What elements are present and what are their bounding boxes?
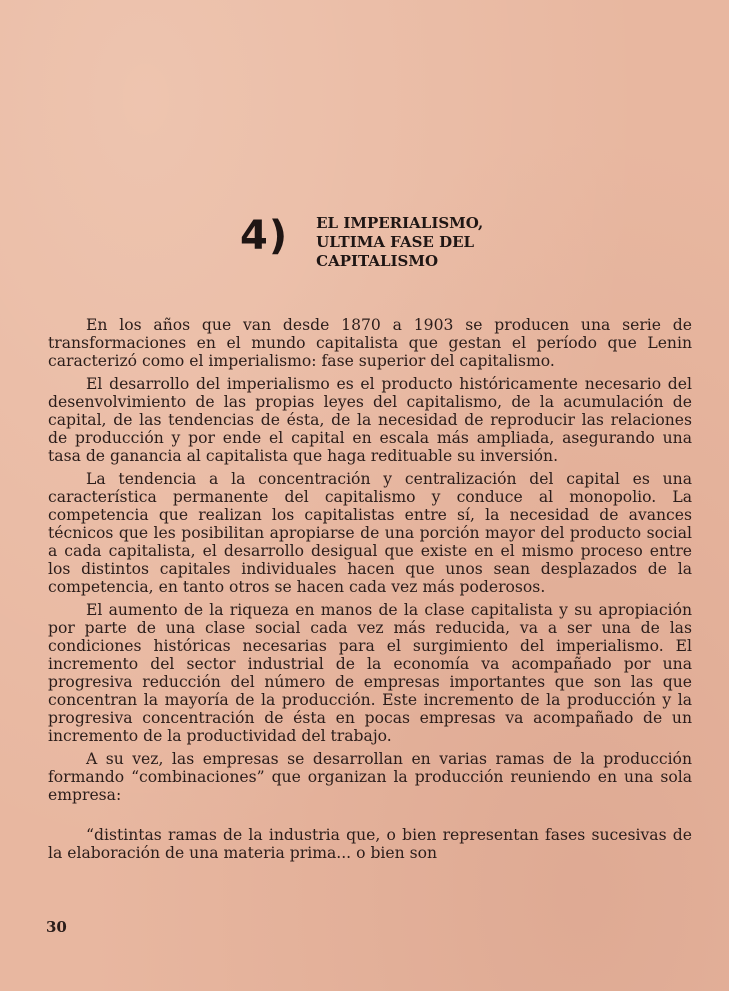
paragraph: El aumento de la riqueza en manos de la clase capitalista y su apropiación por parte de una clase social cada vez más reducida, va a ser una de las condiciones históricas necesarias para el surgimiento del imperialismo. El incremento del sector industrial de la economía va acompañado por una progresiva reducción del número de empresas importantes que son las que concentran la mayoría de la producción. Este incremento de la producción y la progresiva concentración de ésta en pocas empresas va acompañado de un incremento de la productividad del trabajo. xyxy=(48,601,692,745)
chapter-number: 4) xyxy=(240,213,289,259)
chapter-title-line: EL IMPERIALISMO, xyxy=(316,214,484,232)
body-text xyxy=(48,316,692,867)
quote-paragraph: “distintas ramas de la industria que, o bien representan fases sucesivas de la elaboración de una materia prima... o bien son xyxy=(48,826,692,862)
chapter-title xyxy=(316,214,483,271)
chapter-heading xyxy=(240,212,483,271)
paragraph: En los años que van desde 1870 a 1903 se producen una serie de transformaciones en el mundo capitalista que gestan el período que Lenin caracterizó como el imperialismo: fase superior del capitalismo. xyxy=(48,316,692,370)
paragraph: La tendencia a la concentración y centralización del capital es una característica permanente del capitalismo y conduce al monopolio. La competencia que realizan los capitalistas entre sí, la necesidad de avances técnicos que les posibilitan apropiarse de una porción mayor del producto social a cada capitalista, el desarrollo desigual que existe en el mismo proceso entre los distintos capitales individuales hacen que unos sean desplazados de la competencia, en tanto otros se hacen cada vez más poderosos. xyxy=(48,470,692,596)
paragraph: El desarrollo del imperialismo es el producto históricamente necesario del desenvolvimiento de las propias leyes del capitalismo, de la acumulación de capital, de las tendencias de ésta, de la necesidad de reproducir las relaciones de producción y por ende el capital en escala más ampliada, asegurando una tasa de ganancia al capitalista que haga redituable su inversión. xyxy=(48,375,692,465)
page-number: 30 xyxy=(46,918,67,936)
chapter-title-line: CAPITALISMO xyxy=(316,252,439,270)
paragraph: A su vez, las empresas se desarrollan en varias ramas de la producción formando “combinaciones” que organizan la producción reuniendo en una sola empresa: xyxy=(48,750,692,804)
chapter-title-line: ULTIMA FASE DEL xyxy=(316,233,475,251)
